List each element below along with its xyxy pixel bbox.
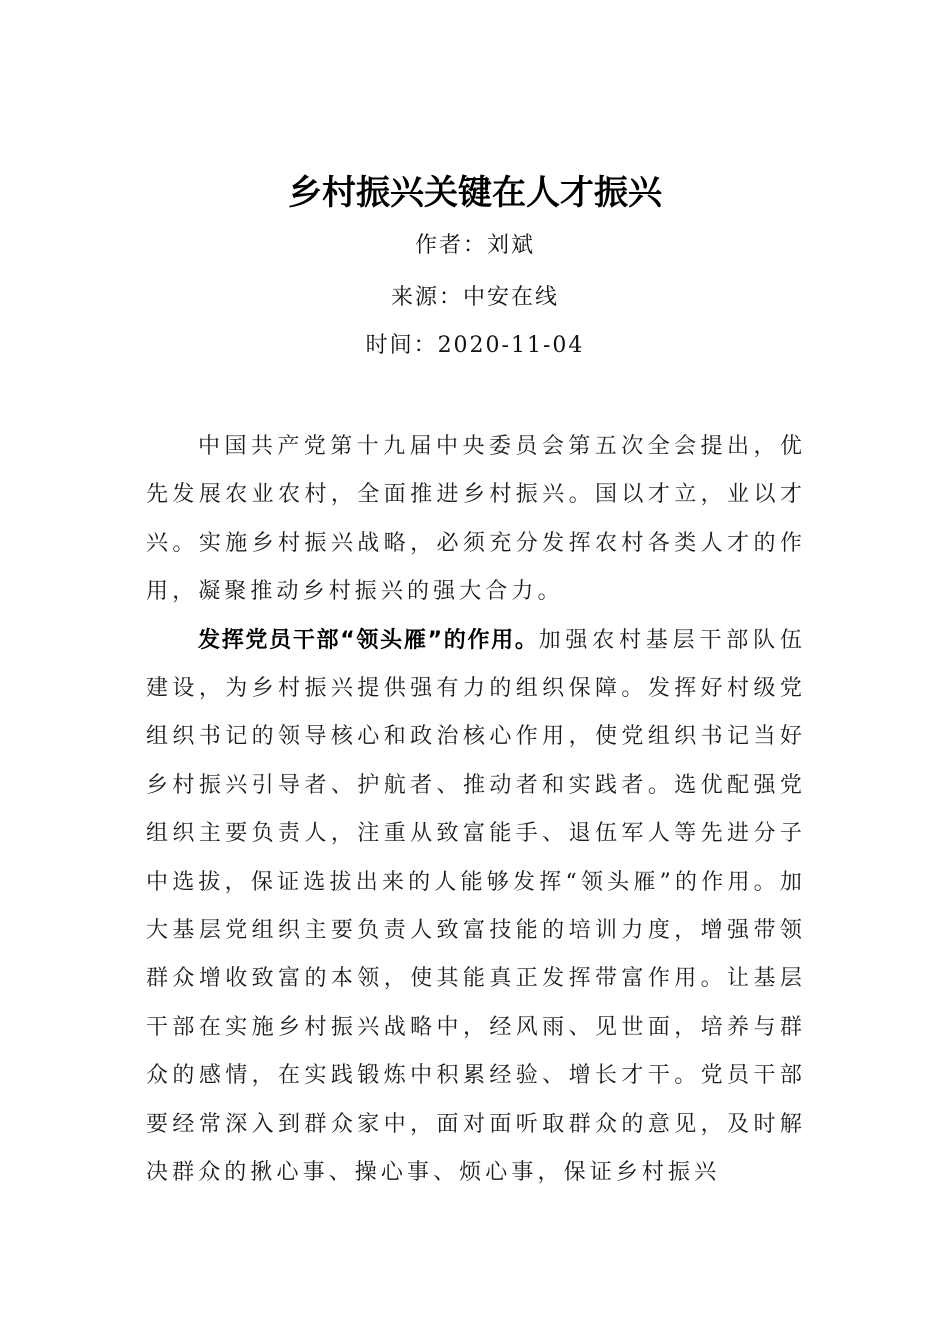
article-source: 来源：中安在线 (390, 285, 559, 310)
paragraph-lead: 发挥党员干部“领头雁”的作用。 (198, 627, 539, 653)
article-title: 乡村振兴关键在人才振兴 (288, 173, 662, 213)
article-author: 作者：刘斌 (414, 233, 535, 258)
paragraph-text: 加强农村基层干部队伍建设，为乡村振兴提供强有力的组织保障。发挥好村级党组织书记的领导核心和政治核心作用，使党组织书记当好乡村振兴引导者、护航者、推动者和实践者。选优配强党组织主要负责人，注重从致富能手、退伍军人等先进分子中选拔，保证选拔出来的人能够发挥“领头雁”的作用。加大基层党组织主要负责人致富技能的培训力度，增强带领群众增收致富的本领，使其能真正发挥带富作用。让基层干部在实施乡村振兴战略中，经风雨、见世面，培养与群众的感情，在实践锻炼中积累经验、增长才干。党员干部要经常深入到群众家中，面对面听取群众的意见，及时解决群众的揪心事、操心事、烦心事，保证乡村振兴 (146, 627, 806, 1186)
paragraph-cadres (146, 617, 806, 1198)
article-body (146, 423, 806, 1198)
paragraph-intro (146, 423, 806, 617)
article-time: 时间：2020-11-04 (365, 333, 585, 358)
paragraph-text: 中国共产党第十九届中央委员会第五次全会提出，优先发展农业农村，全面推进乡村振兴。国以才立，业以才兴。实施乡村振兴战略，必须充分发挥农村各类人才的作用，凝聚推动乡村振兴的强大合力。 (146, 434, 806, 605)
